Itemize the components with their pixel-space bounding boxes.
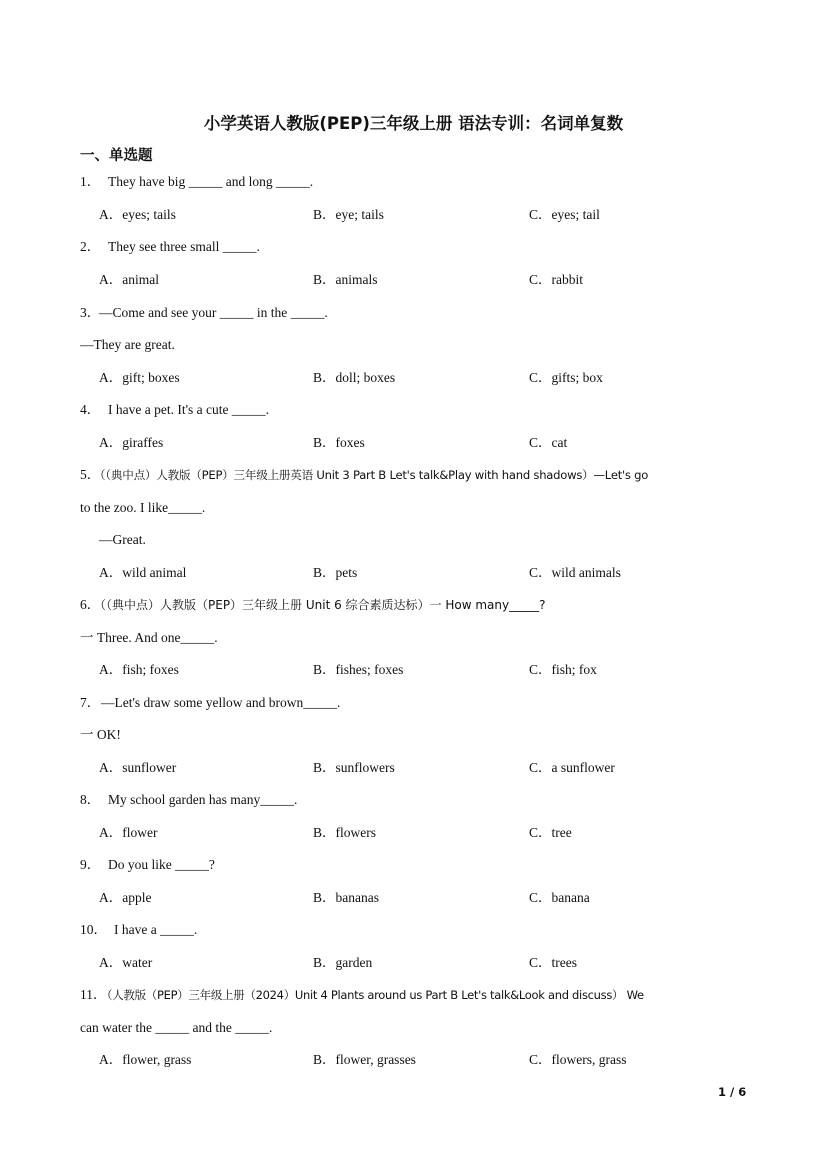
option-a[interactable]: A．gift; boxes xyxy=(99,370,180,385)
question-text: —Come and see your _____ in the _____. xyxy=(99,305,328,320)
option-b[interactable]: B．animals xyxy=(313,272,378,287)
question-number: 6． xyxy=(80,597,101,612)
section-heading: 一、单选题 xyxy=(80,148,153,164)
option-c[interactable]: C．trees xyxy=(529,955,577,970)
option-b[interactable]: B．pets xyxy=(313,565,358,580)
question-7-continuation xyxy=(0,725,827,745)
option-a[interactable]: A．water xyxy=(99,955,153,970)
option-b[interactable]: B．flower, grasses xyxy=(313,1052,416,1067)
option-b[interactable]: B．fishes; foxes xyxy=(313,662,404,677)
option-a[interactable]: A．animal xyxy=(99,272,159,287)
question-2-options xyxy=(0,270,827,290)
question-11-continuation xyxy=(0,1018,827,1038)
option-a[interactable]: A．sunflower xyxy=(99,760,177,775)
question-1-options xyxy=(0,205,827,225)
question-text-continued: —Great. xyxy=(99,532,146,547)
option-c[interactable]: C．fish; fox xyxy=(529,662,597,677)
question-number: 10． xyxy=(80,922,107,937)
option-c[interactable]: C．rabbit xyxy=(529,272,583,287)
option-c[interactable]: C．cat xyxy=(529,435,568,450)
question-text: They have big _____ and long _____. xyxy=(108,174,314,189)
question-10-options xyxy=(0,953,827,973)
question-text-continued: —They are great. xyxy=(80,337,175,352)
question-5 xyxy=(0,465,827,485)
question-6-continuation xyxy=(0,628,827,648)
question-9 xyxy=(0,855,827,875)
question-number: 1． xyxy=(80,174,101,189)
question-text: （人教版（PEP）三年级上册（2024）Unit 4 Plants around us Part B Let's talk&Look and discuss） We xyxy=(101,988,644,1002)
option-a[interactable]: A．wild animal xyxy=(99,565,187,580)
question-number: 9． xyxy=(80,857,101,872)
page-title: 小学英语人教版(PEP)三年级上册 语法专训：名词单复数 xyxy=(203,114,624,133)
question-text: My school garden has many_____. xyxy=(108,792,298,807)
option-c[interactable]: C．banana xyxy=(529,890,590,905)
question-text: Do you like _____? xyxy=(108,857,215,872)
question-number: 2． xyxy=(80,239,101,254)
question-text: —Let's draw some yellow and brown_____. xyxy=(101,695,341,710)
question-1 xyxy=(0,172,827,192)
option-a[interactable]: A．fish; foxes xyxy=(99,662,179,677)
option-a[interactable]: A．apple xyxy=(99,890,152,905)
question-10 xyxy=(0,920,827,940)
question-text-continued: 一 OK! xyxy=(80,727,121,742)
question-text: （（典中点）人教版（PEP）三年级上册英语 Unit 3 Part B Let's talk&Play with hand shadows）—Let's go xyxy=(94,468,649,482)
question-text: They see three small _____. xyxy=(108,239,260,254)
question-7-options xyxy=(0,758,827,778)
option-c[interactable]: C．eyes; tail xyxy=(529,207,600,222)
option-b[interactable]: B．sunflowers xyxy=(313,760,395,775)
option-c[interactable]: C．tree xyxy=(529,825,572,840)
page-indicator: 1 / 6 xyxy=(718,1085,747,1099)
question-text: I have a _____. xyxy=(114,922,198,937)
question-3 xyxy=(0,303,827,323)
option-c[interactable]: C．wild animals xyxy=(529,565,621,580)
option-b[interactable]: B．garden xyxy=(313,955,373,970)
question-3-continuation xyxy=(0,335,827,355)
question-9-options xyxy=(0,888,827,908)
option-a[interactable]: A．eyes; tails xyxy=(99,207,176,222)
option-a[interactable]: A．giraffes xyxy=(99,435,164,450)
option-b[interactable]: B．bananas xyxy=(313,890,379,905)
question-3-options xyxy=(0,368,827,388)
question-text: I have a pet. It's a cute _____. xyxy=(108,402,269,417)
question-text-continued: to the zoo. I like_____. xyxy=(80,500,206,515)
question-text-continued: 一 Three. And one_____. xyxy=(80,630,218,645)
question-text-continued: can water the _____ and the _____. xyxy=(80,1020,273,1035)
question-4 xyxy=(0,400,827,420)
option-b[interactable]: B．foxes xyxy=(313,435,365,450)
question-number: 3． xyxy=(80,305,101,320)
question-11 xyxy=(0,985,827,1005)
question-number: 4． xyxy=(80,402,101,417)
option-c[interactable]: C．gifts; box xyxy=(529,370,603,385)
option-b[interactable]: B．flowers xyxy=(313,825,376,840)
question-11-options xyxy=(0,1050,827,1070)
question-number: 8． xyxy=(80,792,101,807)
option-b[interactable]: B．doll; boxes xyxy=(313,370,396,385)
option-c[interactable]: C．a sunflower xyxy=(529,760,615,775)
question-5-options xyxy=(0,563,827,583)
option-b[interactable]: B．eye; tails xyxy=(313,207,384,222)
option-a[interactable]: A．flower xyxy=(99,825,158,840)
question-5-continuation-2 xyxy=(0,530,827,550)
question-7 xyxy=(0,693,827,713)
option-c[interactable]: C．flowers, grass xyxy=(529,1052,627,1067)
question-text: （（典中点）人教版（PEP）三年级上册 Unit 6 综合素质达标）一 How many_____? xyxy=(94,598,546,612)
option-a[interactable]: A．flower, grass xyxy=(99,1052,192,1067)
question-number: 5． xyxy=(80,467,101,482)
question-6-options xyxy=(0,660,827,680)
question-number: 11． xyxy=(80,987,107,1002)
question-5-continuation xyxy=(0,498,827,518)
question-8-options xyxy=(0,823,827,843)
question-6 xyxy=(0,595,827,615)
question-4-options xyxy=(0,433,827,453)
question-number: 7． xyxy=(80,695,101,710)
question-8 xyxy=(0,790,827,810)
question-2 xyxy=(0,237,827,257)
